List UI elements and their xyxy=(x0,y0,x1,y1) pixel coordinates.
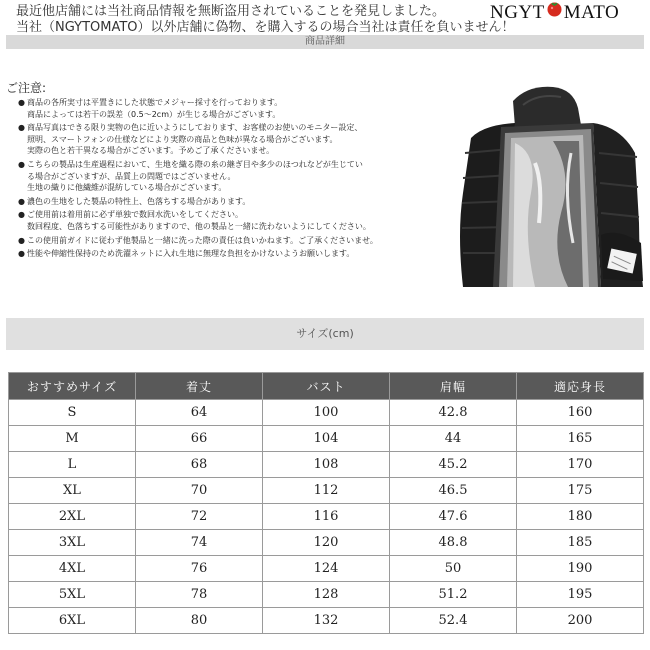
caution-note xyxy=(18,159,448,194)
cell-length: 74 xyxy=(136,530,263,556)
caution-note xyxy=(18,122,448,157)
cell-bust: 124 xyxy=(263,556,390,582)
caution-note-line: 商品写真はできる限り実物の色に近いようにしております、お客様のお使いのモニター設定、 xyxy=(27,123,363,133)
brand-logo xyxy=(490,2,619,24)
cell-size: 2XL xyxy=(9,504,136,530)
cell-length: 70 xyxy=(136,478,263,504)
caution-note xyxy=(18,196,448,208)
caution-note-line: 数回程度、色落ちする可能性がありますので、他の製品と一緒に洗わないようにしてください。 xyxy=(27,221,371,231)
cell-bust: 132 xyxy=(263,608,390,634)
cell-bust: 108 xyxy=(263,452,390,478)
size-section-header: サイズ(cm) xyxy=(6,318,644,350)
cell-size: M xyxy=(9,426,136,452)
bullet-icon: ● xyxy=(18,123,25,133)
header-bust: バスト xyxy=(263,373,390,400)
cell-length: 72 xyxy=(136,504,263,530)
cell-shoulder: 47.6 xyxy=(390,504,517,530)
cell-height: 190 xyxy=(517,556,644,582)
bullet-icon: ● xyxy=(18,235,25,245)
caution-note-line: ご使用前は着用前に必ず単独で数回水洗いをしてください。 xyxy=(27,210,243,220)
cell-size: 5XL xyxy=(9,582,136,608)
caution-note-line: 生地の織りに他繊維が混紡している場合がございます。 xyxy=(27,183,227,193)
size-table-header-row xyxy=(9,373,644,400)
cell-bust: 120 xyxy=(263,530,390,556)
bullet-icon: ● xyxy=(18,249,25,259)
header-length: 着丈 xyxy=(136,373,263,400)
cell-bust: 128 xyxy=(263,582,390,608)
cell-shoulder: 45.2 xyxy=(390,452,517,478)
cell-size: 3XL xyxy=(9,530,136,556)
brand-text-left: NGYT xyxy=(490,2,545,23)
caution-note-line: る場合がございますが、品質上の問題ではございません。 xyxy=(27,171,236,181)
copyright-notice xyxy=(16,4,515,36)
table-row xyxy=(9,400,644,426)
cell-length: 68 xyxy=(136,452,263,478)
product-details-header: 商品詳細 xyxy=(6,35,644,49)
caution-note xyxy=(18,209,448,232)
cell-bust: 100 xyxy=(263,400,390,426)
header-height: 適応身長 xyxy=(517,373,644,400)
bullet-icon: ● xyxy=(18,98,25,107)
caution-note-line: 性能や伸縮性保持のため洗濯ネットに入れ生地に無理な負担をかけないようお願いします。 xyxy=(27,249,355,259)
cell-height: 160 xyxy=(517,400,644,426)
cell-height: 195 xyxy=(517,582,644,608)
cell-size: 4XL xyxy=(9,556,136,582)
table-row xyxy=(9,426,644,452)
header-shoulder: 肩幅 xyxy=(390,373,517,400)
caution-note xyxy=(18,235,448,247)
cell-size: 6XL xyxy=(9,608,136,634)
caution-note-line: この使用前ガイドに従わず他製品と一緒に洗った際の責任は負いかねます。ご了承くださいませ。 xyxy=(27,235,378,245)
cell-shoulder: 51.2 xyxy=(390,582,517,608)
caution-note-line: 実際の色と若干異なる場合がございます。予めご了承くださいませ。 xyxy=(27,146,275,156)
cell-height: 200 xyxy=(517,608,644,634)
cell-height: 165 xyxy=(517,426,644,452)
table-row xyxy=(9,530,644,556)
cell-height: 180 xyxy=(517,504,644,530)
bullet-icon: ● xyxy=(18,210,25,220)
product-photo xyxy=(443,83,648,287)
cell-shoulder: 50 xyxy=(390,556,517,582)
caution-note xyxy=(18,248,448,260)
cell-length: 66 xyxy=(136,426,263,452)
cell-height: 175 xyxy=(517,478,644,504)
notice-line-1: 最近他店舗には当社商品情報を無断盗用されていることを発見しました。 xyxy=(16,4,446,19)
cell-bust: 112 xyxy=(263,478,390,504)
cell-length: 76 xyxy=(136,556,263,582)
cell-length: 80 xyxy=(136,608,263,634)
cell-shoulder: 46.5 xyxy=(390,478,517,504)
caution-note-line: こちらの製品は生産過程において、生地を織る際の糸の継ぎ目や多少のほつれなどが生じてい xyxy=(27,159,363,169)
cell-shoulder: 42.8 xyxy=(390,400,517,426)
caution-note-line: 商品の各所実寸は平置きにした状態でメジャー採寸を行っております。 xyxy=(27,98,283,107)
cell-shoulder: 52.4 xyxy=(390,608,517,634)
header-recommended-size: おすすめサイズ xyxy=(9,373,136,400)
table-row xyxy=(9,608,644,634)
table-row xyxy=(9,504,644,530)
cell-bust: 116 xyxy=(263,504,390,530)
caution-note-line: 濃色の生地をした製品の特性上、色落ちする場合があります。 xyxy=(27,196,251,206)
caution-notes xyxy=(18,97,448,262)
cell-size: XL xyxy=(9,478,136,504)
tomato-icon xyxy=(546,0,563,23)
cell-length: 78 xyxy=(136,582,263,608)
cell-size: L xyxy=(9,452,136,478)
cell-length: 64 xyxy=(136,400,263,426)
notice-line-2: 当社（NGYTOMATO）以外店舗に偽物、を購入するの場合当社は責任を負いません！ xyxy=(16,20,515,35)
cell-height: 185 xyxy=(517,530,644,556)
caution-note xyxy=(18,97,448,120)
table-row xyxy=(9,452,644,478)
cell-bust: 104 xyxy=(263,426,390,452)
caution-note-line: 照明、スマートフォンの仕様などにより実際の商品と色味が異なる場合がございます。 xyxy=(27,134,338,144)
bullet-icon: ● xyxy=(18,159,25,169)
brand-text-right: MATO xyxy=(563,2,620,23)
table-row xyxy=(9,582,644,608)
caution-title: ご注意: xyxy=(6,81,47,95)
size-table xyxy=(8,372,644,634)
cell-shoulder: 48.8 xyxy=(390,530,517,556)
cell-shoulder: 44 xyxy=(390,426,517,452)
table-row xyxy=(9,478,644,504)
caution-note-line: 商品によっては若干の誤差（0.5～2cm）が生じる場合がございます。 xyxy=(27,109,281,119)
table-row xyxy=(9,556,644,582)
bullet-icon: ● xyxy=(18,196,25,206)
cell-height: 170 xyxy=(517,452,644,478)
cell-size: S xyxy=(9,400,136,426)
